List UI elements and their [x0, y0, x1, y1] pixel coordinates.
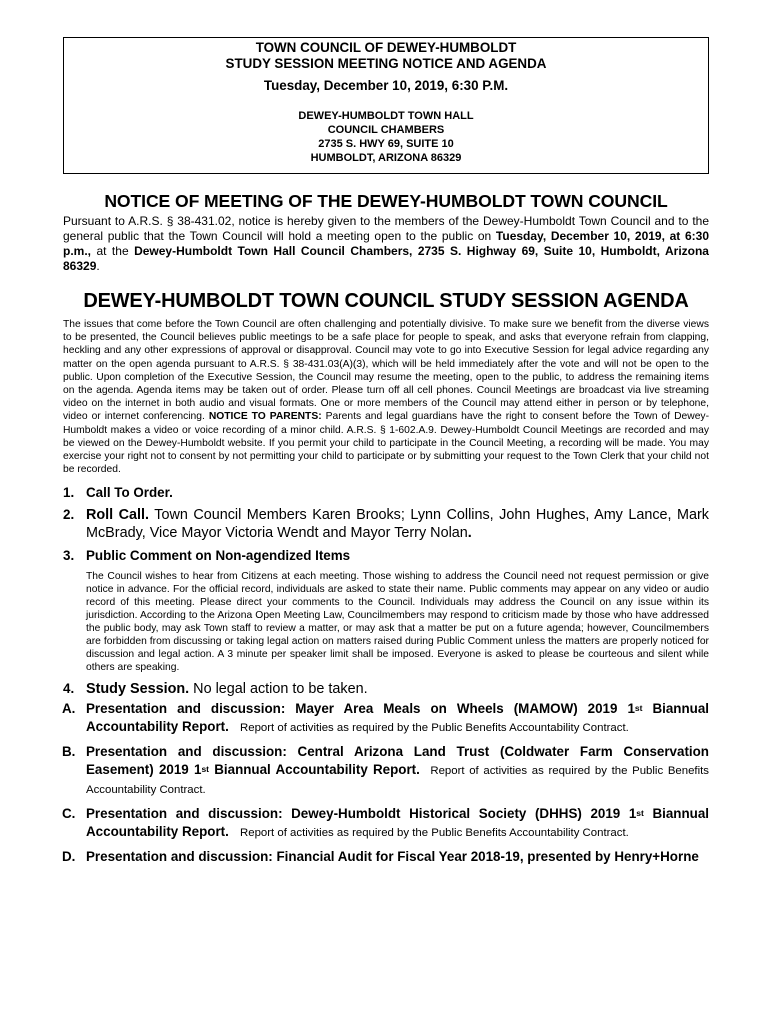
subitem-b: [40, 743, 709, 799]
item-title: Public Comment on Non-agendized Items: [86, 548, 351, 564]
item-description: No legal action to be taken.: [189, 681, 368, 698]
subitem-title: Biannual Accountability Report.: [86, 806, 710, 840]
item-number: 2.: [63, 507, 75, 523]
subitem-title: Presentation and discussion: Dewey-Humboldt Historical Society (DHHS) 2019 1: [86, 806, 637, 822]
item-end: .: [467, 525, 472, 542]
item-title: Study Session.: [86, 681, 190, 698]
document-page: [63, 37, 709, 866]
subitem-letter: A.: [62, 701, 76, 717]
subitem-description: Report of activities as required by the Public Benefits Accountability Contract.: [240, 722, 629, 735]
item-title: Call To Order.: [86, 485, 173, 501]
item-number: 4.: [63, 681, 75, 697]
notice-location: Dewey-Humboldt Town Hall Council Chambers, 2735 S. Highway 69, Suite 10, Humboldt, Arizona 86329: [63, 244, 709, 273]
subitem-letter: D.: [62, 849, 76, 865]
item-number: 3.: [63, 548, 75, 564]
item-number: 1.: [63, 485, 75, 501]
agenda-item-2: [63, 506, 709, 542]
notice-date-time: Tuesday, December 10, 2019, at 6:30 p.m.,: [63, 229, 709, 258]
address-line: COUNCIL CHAMBERS: [327, 124, 445, 136]
meeting-date: Tuesday, December 10, 2019, 6:30 P.M.: [263, 78, 509, 93]
notice-text: Pursuant to A.R.S. § 38-431.02, notice is hereby given to the members of the Dewey-Humboldt Town Council and to the general public that the Town Council will hold a meeting open to the public on: [63, 214, 709, 243]
subitem-title: Presentation and discussion: Central Arizona Land Trust (Coldwater Farm Conservation Easement) 2019 1: [86, 744, 709, 778]
council-members: Town Council Members Karen Brooks; Lynn Collins, John Hughes, Amy Lance, Mark McBrady, Vice Mayor Victoria Wendt and Mayor Terry Nolan: [86, 507, 709, 542]
subitem-description: Report of activities as required by the Public Benefits Accountability Contract.: [86, 765, 709, 797]
ordinal-suffix: st: [634, 703, 643, 714]
subitem-letter: B.: [62, 744, 76, 760]
ordinal-suffix: st: [201, 764, 209, 775]
ordinal-suffix: st: [636, 808, 644, 819]
notice-text: at the: [91, 244, 135, 258]
agenda-intro-text: The issues that come before the Town Council are often challenging and potentially divisive. To make sure we benefit from the diverse views to be presented, the Council believes public meetings to be a safe place for people to speak, and asks that everyone refrain from clapping, heckling and any other expressions of approval or disapproval. Council may vote to go into Executive Session for legal advice regarding any matter on the open agenda pursuant to A.R.S. § 38-431.03(A)(3), which will be held immediately after the vote and will not be open to the public. Upon completion of the Executive Session, the Council may resume the meeting, open to the public, to address the remaining items on the agenda. Agenda items may be taken out of order. Please turn off all cell phones. Council Meetings are broadcast via live streaming video on the internet in both audio and visual formats. One or more members of the Council may attend either in person or by telephone, video or internet conferencing.: [63, 319, 709, 423]
roll-call-text: [86, 506, 709, 542]
agenda-title: DEWEY-HUMBOLDT TOWN COUNCIL STUDY SESSION AGENDA: [83, 290, 689, 312]
address-line: HUMBOLDT, ARIZONA 86329: [310, 152, 462, 164]
subitem-d: [40, 848, 709, 866]
council-name: TOWN COUNCIL OF DEWEY-HUMBOLDT: [255, 40, 517, 55]
subitem-letter: C.: [62, 806, 76, 822]
agenda-intro-text: Parents and legal guardians have the right to consent before the Town of Dewey-Humboldt makes a video or voice recording of a minor child. A.R.S. § 1-602.A.9. Dewey-Humboldt Council Meetings are recorded and may be viewed on the Dewey-Humboldt website. If you permit your child to participate in the Council Meeting, a recording will be made. You may exercise your right not to consent by not permitting your child to participate or by submitting your request to the Town Clerk that your child not be recorded.: [63, 411, 710, 476]
public-comment-text: The Council wishes to hear from Citizens at each meeting. Those wishing to address the Council need not request permission or give notice in advance. For the official record, individuals are asked to state their name. Public comments may appear on any video or audio record of this meeting. Please direct your comments to the Council. Individuals may address the Council on any issue within its jurisdiction. According to the Arizona Open Meeting Law, Councilmembers may respond to criticism made by those who have addressed the public body, may ask Town staff to review a matter, or may ask that a matter be put on a future agenda; however, Councilmembers are forbidden from discussing or taking legal action on matters raised during Public Comment unless the matters are properly noticed for discussion and legal action. A 3 minute per speaker limit shall be imposed. Everyone is asked to please be courteous and silent while others are speaking.: [86, 571, 709, 674]
agenda-intro: [63, 318, 709, 476]
notice-paragraph: [63, 214, 709, 274]
subitem-description: Report of activities as required by the Public Benefits Accountability Contract.: [240, 827, 629, 840]
agenda-item-3: [63, 547, 709, 674]
agenda-item-1: [63, 484, 709, 501]
header-box: [63, 37, 709, 174]
subitem-title: Presentation and discussion: Mayer Area Meals on Wheels (MAMOW) 2019 1: [86, 701, 635, 717]
subitem-title: Biannual Accountability Report.: [86, 701, 710, 735]
subitem-title: Biannual Accountability Report.: [209, 762, 420, 778]
address-line: 2735 S. HWY 69, SUITE 10: [318, 138, 454, 150]
subitem-title: Presentation and discussion: Financial Audit for Fiscal Year 2018-19, presented by Henry+Horne: [86, 849, 699, 865]
address-line: DEWEY-HUMBOLDT TOWN HALL: [298, 110, 474, 122]
notice-text: .: [96, 259, 100, 273]
subitem-a: [40, 700, 709, 737]
document-type: STUDY SESSION MEETING NOTICE AND AGENDA: [225, 56, 547, 71]
item-title: Roll Call.: [86, 507, 150, 524]
subitem-c: [40, 805, 709, 842]
notice-title: NOTICE OF MEETING OF THE DEWEY-HUMBOLDT TOWN COUNCIL: [104, 191, 668, 211]
notice-to-parents-label: NOTICE TO PARENTS:: [208, 411, 322, 423]
agenda-item-4: [63, 680, 709, 698]
